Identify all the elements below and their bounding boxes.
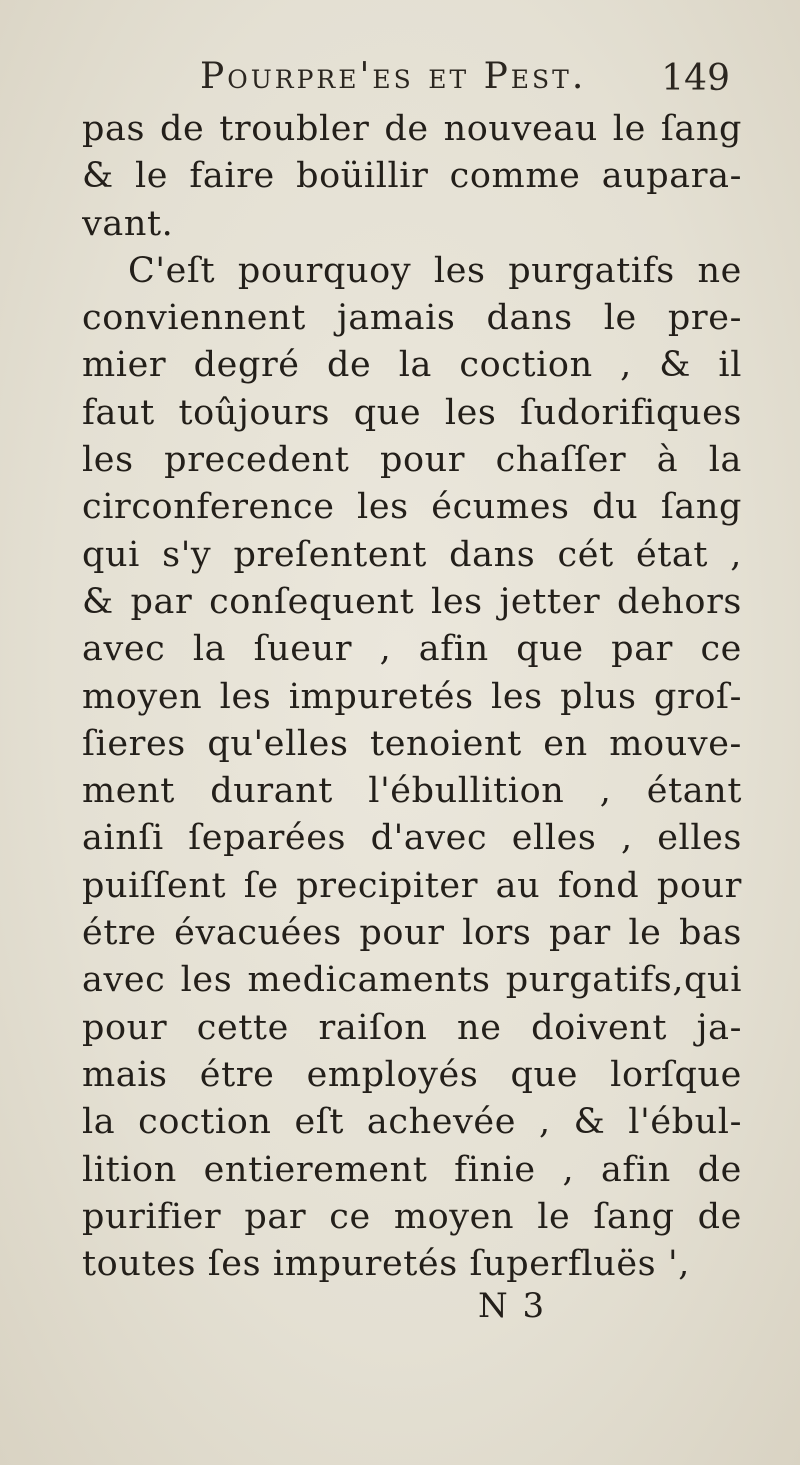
text-line: purifier par ce moyen le ſang de bbox=[82, 1196, 742, 1237]
text-line: & le faire boüillir comme aupara- bbox=[82, 156, 742, 197]
page-number: 149 bbox=[661, 58, 730, 99]
text-line: puiſſent ſe precipiter au fond pour bbox=[82, 865, 742, 906]
body-text bbox=[82, 106, 742, 1288]
text-line: vant. bbox=[82, 203, 174, 244]
text-line: & par conſequent les jetter dehors bbox=[82, 581, 742, 622]
text-line: conviennent jamais dans le pre- bbox=[82, 298, 742, 339]
text-line: pas de troubler de nouveau le ſang bbox=[82, 109, 742, 149]
text-line: étre évacuées pour lors par le bas bbox=[82, 913, 742, 954]
text-line: la coction eſt achevée , & l'ébul- bbox=[82, 1102, 742, 1143]
text-line: mier degré de la coction , & il bbox=[82, 345, 742, 386]
text-line: ſieres qu'elles tenoient en mouve- bbox=[82, 723, 742, 764]
text-line: avec la ſueur , afin que par ce bbox=[82, 629, 742, 670]
text-line: moyen les impuretés les plus groſ- bbox=[82, 676, 742, 717]
text-line: lition entierement finie , afin de bbox=[82, 1149, 742, 1190]
text-line: circonference les écumes du ſang bbox=[82, 487, 742, 528]
text-line: avec les medicaments purgatifs,qui bbox=[82, 960, 742, 1001]
text-line: ainſi ſeparées d'avec elles , elles bbox=[82, 818, 742, 859]
text-line: faut toûjours que les ſudorifiques bbox=[82, 392, 742, 433]
text-line: C'eſt pourquoy les purgatifs ne bbox=[128, 250, 742, 291]
text-line: toutes ſes impuretés ſuperfluës ', bbox=[82, 1244, 690, 1285]
text-line: qui s'y preſentent dans cét état , bbox=[82, 534, 742, 575]
text-line: ment durant l'ébullition , étant bbox=[82, 771, 742, 812]
text-line: les precedent pour chaſſer à la bbox=[82, 440, 742, 481]
text-line: mais étre employés que lorſque bbox=[82, 1054, 742, 1095]
page-header bbox=[200, 56, 730, 102]
running-title: Pourpre'es et Pest. bbox=[200, 56, 587, 97]
text-line: pour cette raiſon ne doivent ja- bbox=[82, 1007, 742, 1048]
signature-mark: N 3 bbox=[478, 1286, 547, 1326]
